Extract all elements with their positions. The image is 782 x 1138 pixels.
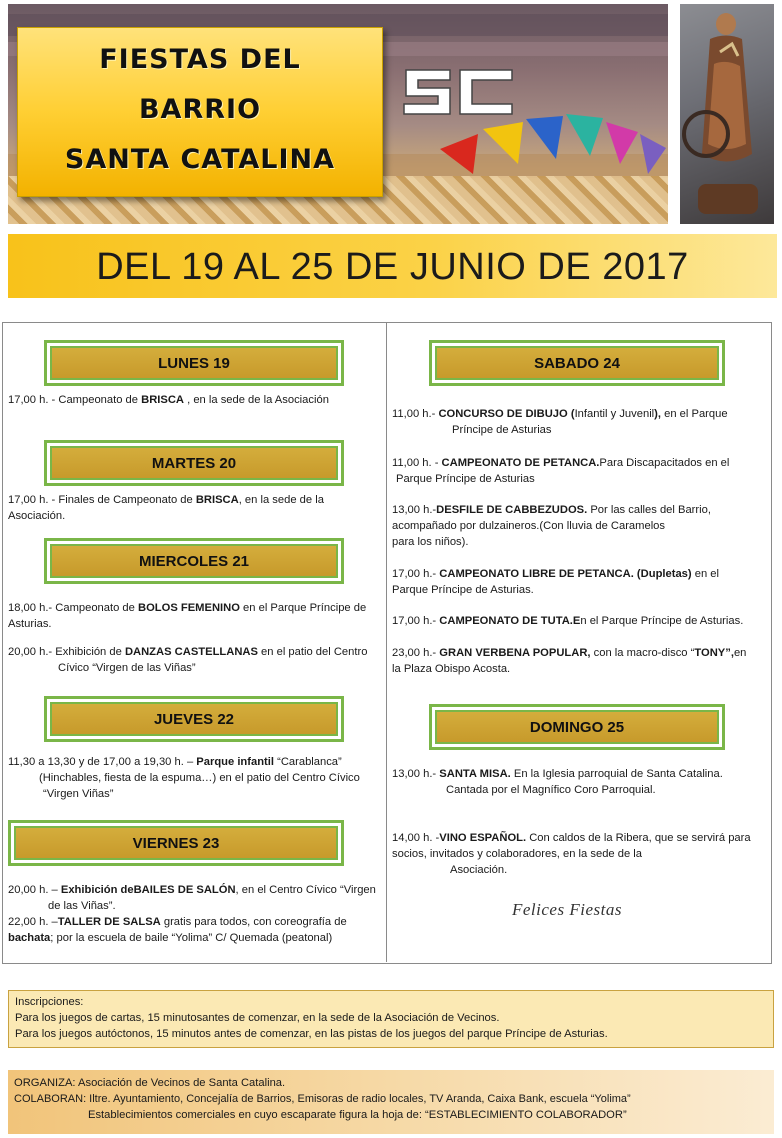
colored-flags-decoration — [438, 104, 668, 184]
felices-fiestas-text: Felices Fiestas — [512, 900, 622, 919]
colaboran-line: COLABORAN: Iltre. Ayuntamiento, Concejalía de Barrios, Emisoras de radio locales, TV Aranda, Caixa Bank, escuela “Yolima” — [14, 1093, 631, 1105]
inscripciones-line-2: Para los juegos autóctonos, 15 minutos antes de comenzar, en las pistas de los juegos del parque Príncipe de Asturias. — [15, 1028, 608, 1040]
day-header-domingo — [429, 704, 725, 750]
event-domingo-1: 13,00 h.- SANTA MISA. En la Iglesia parroquial de Santa Catalina. Cantada por el Magnífico Coro Parroquial. — [392, 768, 723, 796]
event-jueves-1: 11,30 a 13,30 y de 17,00 a 19,30 h. – Parque infantil “Carablanca” (Hinchables, fiesta de la espuma…) en el patio del Centro Cívico “Virgen Viñas” — [8, 756, 360, 800]
date-range-text: DEL 19 AL 25 DE JUNIO DE 2017 — [96, 246, 689, 288]
event-sabado-6: 23,00 h.- GRAN VERBENA POPULAR, con la macro-disco “TONY”,en la Plaza Obispo Acosta. — [392, 647, 747, 675]
day-title: SABADO 24 — [534, 354, 620, 372]
establecimientos-line: Establecimientos comerciales en cuyo escaparate figura la hoja de: “ESTABLECIMIENTO COLABORADOR” — [88, 1109, 627, 1121]
day-title: JUEVES 22 — [153, 710, 235, 728]
event-sabado-5: 17,00 h.- CAMPEONATO DE TUTA.En el Parque Príncipe de Asturias. — [392, 615, 744, 627]
event-domingo-2: 14,00 h. -VINO ESPAÑOL. Con caldos de la Ribera, que se servirá para socios, invitados y colaboradores, en la sede de la Asociación. — [392, 832, 751, 876]
date-banner — [8, 234, 777, 298]
day-title: VIERNES 23 — [132, 834, 220, 852]
organiza-box — [8, 1070, 774, 1134]
day-header-jueves — [44, 696, 344, 742]
event-sabado-4: 17,00 h.- CAMPEONATO LIBRE DE PETANCA. (Dupletas) en el Parque Príncipe de Asturias. — [392, 568, 720, 596]
day-title: LUNES 19 — [158, 354, 230, 372]
day-header-martes — [44, 440, 344, 486]
inscripciones-title: Inscripciones: — [15, 996, 84, 1008]
event-viernes-1: 20,00 h. – Exhibición deBAILES DE SALÓN, en el Centro Cívico “Virgen de las Viñas”. — [8, 884, 376, 912]
event-sabado-3: 13,00 h.-DESFILE DE CABBEZUDOS. Por las calles del Barrio, acompañado por dulzaineros.(Con lluvia de Caramelos para los niños). — [392, 504, 711, 548]
event-sabado-2: 11,00 h. - CAMPEONATO DE PETANCA.Para Discapacitados en el Parque Príncipe de Asturias — [392, 457, 730, 485]
day-header-sabado — [429, 340, 725, 386]
day-title: DOMINGO 25 — [529, 718, 625, 736]
day-header-viernes — [8, 820, 344, 866]
event-viernes-2: 22,00 h. –TALLER DE SALSA gratis para todos, con coreografía de bachata; por la escuela de baile “Yolima” C/ Quemada (peatonal) — [8, 916, 347, 944]
title-line-2: BARRIO — [138, 94, 262, 125]
title-line-1: FIESTAS DEL — [99, 44, 301, 75]
title-box — [17, 27, 383, 197]
day-title: MIERCOLES 21 — [138, 552, 250, 570]
event-miercoles-2: 20,00 h.- Exhibición de DANZAS CASTELLANAS en el patio del Centro Cívico “Virgen de las Viñas” — [8, 646, 368, 674]
event-lunes-1: 17,00 h. - Campeonato de BRISCA , en la sede de la Asociación — [8, 394, 329, 406]
title-line-3: SANTA CATALINA — [64, 144, 336, 175]
event-martes-1: 17,00 h. - Finales de Campeonato de BRISCA, en la sede de la Asociación. — [8, 494, 324, 522]
event-sabado-1: 11,00 h.- CONCURSO DE DIBUJO (Infantil y Juvenil), en el Parque Príncipe de Asturias — [392, 408, 728, 436]
inscripciones-box — [8, 990, 774, 1048]
day-header-miercoles — [44, 538, 344, 584]
day-title: MARTES 20 — [151, 454, 237, 472]
day-header-lunes — [44, 340, 344, 386]
saint-statue-image — [680, 4, 774, 224]
column-divider — [386, 322, 387, 962]
inscripciones-line-1: Para los juegos de cartas, 15 minutosantes de comenzar, en la sede de la Asociación de Vecinos. — [15, 1012, 500, 1024]
event-miercoles-1: 18,00 h.- Campeonato de BOLOS FEMENINO en el Parque Príncipe de Asturias. — [8, 602, 367, 630]
organiza-line: ORGANIZA: Asociación de Vecinos de Santa Catalina. — [14, 1077, 286, 1089]
